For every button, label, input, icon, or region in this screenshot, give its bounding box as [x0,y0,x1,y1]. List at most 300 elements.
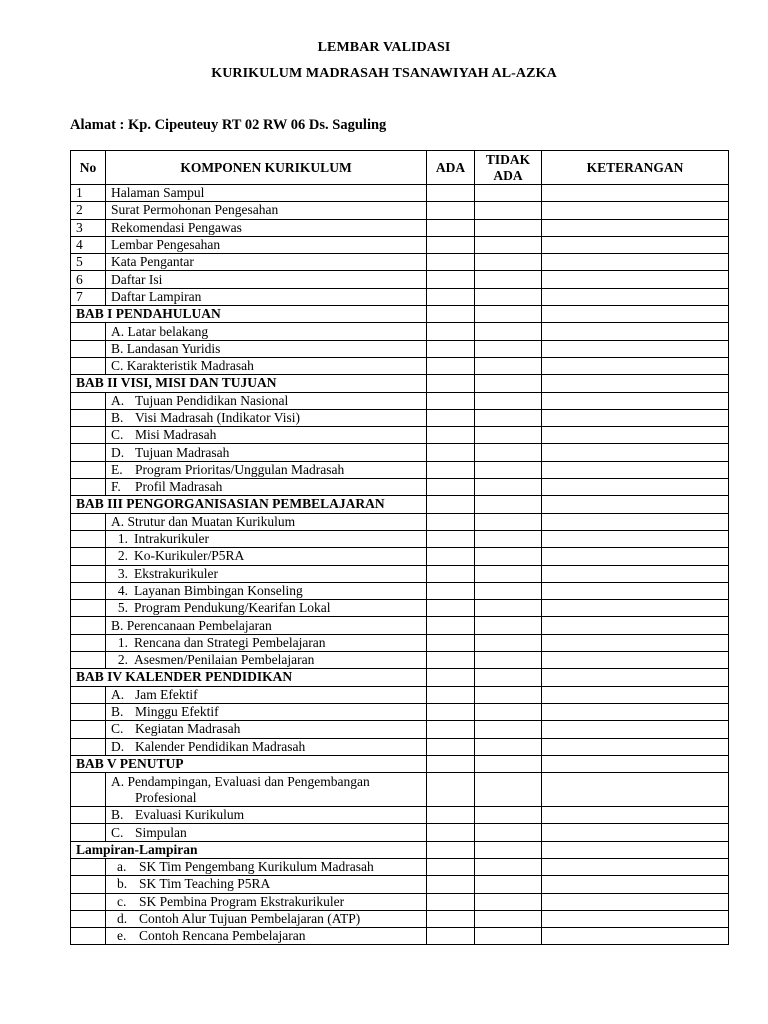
ada-cell[interactable] [427,634,475,651]
keterangan-cell[interactable] [542,254,729,271]
row-number [71,444,106,461]
row-number: 6 [71,271,106,288]
ada-cell[interactable] [427,582,475,599]
tidak-ada-cell[interactable] [475,202,542,219]
item-label: Rekomendasi Pengawas [111,219,242,235]
row-component [106,738,427,755]
ada-cell[interactable] [427,669,475,686]
keterangan-cell[interactable] [542,721,729,738]
keterangan-cell[interactable] [542,582,729,599]
ada-cell[interactable] [427,600,475,617]
header-komponen: KOMPONEN KURIKULUM [106,151,427,185]
tidak-ada-cell[interactable] [475,254,542,271]
row-number [71,721,106,738]
keterangan-cell[interactable] [542,876,729,893]
ada-cell[interactable] [427,236,475,253]
table-row [71,634,729,651]
row-number [71,617,106,634]
tidak-ada-cell[interactable] [475,893,542,910]
tidak-ada-cell[interactable] [475,392,542,409]
ada-cell[interactable] [427,876,475,893]
tidak-ada-cell[interactable] [475,375,542,392]
keterangan-cell[interactable] [542,738,729,755]
row-number [71,392,106,409]
ada-cell[interactable] [427,306,475,323]
table-row [71,548,729,565]
address-line: Alamat : Kp. Cipeuteuy RT 02 RW 06 Ds. Saguling [70,117,387,133]
ada-cell[interactable] [427,513,475,530]
ada-cell[interactable] [427,392,475,409]
item-label: Profil Madrasah [135,479,223,495]
row-number [71,600,106,617]
row-component [106,236,427,253]
row-number [71,773,106,807]
row-number: 4 [71,236,106,253]
table-row [71,236,729,253]
ada-cell[interactable] [427,824,475,841]
tidak-ada-cell[interactable] [475,236,542,253]
keterangan-cell[interactable] [542,513,729,530]
item-label: Ekstrakurikuler [134,565,218,581]
keterangan-cell[interactable] [542,824,729,841]
section-title: Lampiran-Lampiran [71,841,427,858]
table-row [71,876,729,893]
tidak-ada-cell[interactable] [475,617,542,634]
table-row [71,565,729,582]
keterangan-cell[interactable] [542,530,729,547]
row-component [106,392,427,409]
table-row [71,340,729,357]
ada-cell[interactable] [427,479,475,496]
tidak-ada-cell[interactable] [475,807,542,824]
tidak-ada-cell[interactable] [475,738,542,755]
ada-cell[interactable] [427,185,475,202]
keterangan-cell[interactable] [542,392,729,409]
item-number: 2. [117,652,128,668]
keterangan-cell[interactable] [542,479,729,496]
item-letter: B. [111,410,124,425]
row-component [106,858,427,875]
keterangan-cell[interactable] [542,652,729,669]
table-row [71,202,729,219]
ada-cell[interactable] [427,254,475,271]
keterangan-cell[interactable] [542,858,729,875]
keterangan-cell[interactable] [542,357,729,374]
keterangan-cell[interactable] [542,271,729,288]
row-component [106,530,427,547]
tidak-ada-cell[interactable] [475,773,542,807]
item-label: Contoh Alur Tujuan Pembelajaran (ATP) [139,911,361,927]
item-label: Kalender Pendidikan Madrasah [135,738,306,754]
item-letter: A. [111,686,125,702]
tidak-ada-cell[interactable] [475,686,542,703]
section-title: BAB III PENGORGANISASIAN PEMBELAJARAN [71,496,427,513]
row-number [71,858,106,875]
tidak-ada-cell[interactable] [475,600,542,617]
keterangan-cell[interactable] [542,893,729,910]
keterangan-cell[interactable] [542,496,729,513]
row-component [106,652,427,669]
item-number: 2. [117,548,128,564]
ada-cell[interactable] [427,858,475,875]
item-label: A. Latar belakang [111,323,209,339]
tidak-ada-cell[interactable] [475,858,542,875]
row-component [106,703,427,720]
ada-cell[interactable] [427,548,475,565]
section-row [71,755,729,772]
section-title: BAB IV KALENDER PENDIDIKAN [71,669,427,686]
section-title: BAB I PENDAHULUAN [71,306,427,323]
header-no: No [71,151,106,185]
table-row [71,617,729,634]
table-row [71,461,729,478]
row-component [106,600,427,617]
item-label: Intrakurikuler [134,531,209,547]
row-number: 1 [71,185,106,202]
subsection-label: B. Perencanaan Pembelajaran [111,617,272,633]
item-letter: E. [111,461,123,477]
tidak-ada-cell[interactable] [475,479,542,496]
table-row [71,185,729,202]
tidak-ada-cell[interactable] [475,582,542,599]
item-label: Ko-Kurikuler/P5RA [134,548,245,564]
table-row [71,738,729,755]
ada-cell[interactable] [427,652,475,669]
tidak-ada-cell[interactable] [475,288,542,305]
ada-cell[interactable] [427,288,475,305]
tidak-ada-cell[interactable] [475,496,542,513]
header-ada: ADA [427,151,475,185]
table-row [71,409,729,426]
keterangan-cell[interactable] [542,807,729,824]
row-number [71,513,106,530]
tidak-ada-cell[interactable] [475,271,542,288]
keterangan-cell[interactable] [542,340,729,357]
item-letter: B. [111,704,124,720]
keterangan-cell[interactable] [542,755,729,772]
item-label: Daftar Lampiran [111,288,202,304]
tidak-ada-cell[interactable] [475,444,542,461]
row-number [71,807,106,824]
tidak-ada-cell[interactable] [475,824,542,841]
keterangan-cell[interactable] [542,219,729,236]
row-number [71,323,106,340]
item-label: C. Karakteristik Madrasah [111,358,254,374]
row-component [106,271,427,288]
row-component [106,634,427,651]
keterangan-cell[interactable] [542,686,729,703]
row-number [71,548,106,565]
keterangan-cell[interactable] [542,375,729,392]
row-component [106,548,427,565]
row-number [71,634,106,651]
ada-cell[interactable] [427,496,475,513]
table-row [71,254,729,271]
table-row [71,444,729,461]
tidak-ada-cell[interactable] [475,513,542,530]
item-letter: b. [117,876,128,892]
ada-cell[interactable] [427,893,475,910]
item-label: Program Pendukung/Kearifan Lokal [134,600,331,616]
ada-cell[interactable] [427,202,475,219]
table-row [71,910,729,927]
item-label: Halaman Sampul [111,185,205,201]
item-label: Evaluasi Kurikulum [135,807,245,823]
item-number: 3. [117,565,128,581]
row-number [71,686,106,703]
table-row [71,530,729,547]
item-letter: d. [117,911,128,927]
tidak-ada-cell[interactable] [475,306,542,323]
table-row [71,773,729,807]
ada-cell[interactable] [427,375,475,392]
tidak-ada-cell[interactable] [475,427,542,444]
item-letter: F. [111,479,121,495]
tidak-ada-cell[interactable] [475,185,542,202]
table-row [71,392,729,409]
row-number [71,565,106,582]
keterangan-cell[interactable] [542,910,729,927]
row-component [106,721,427,738]
item-letter: D. [111,738,125,754]
row-component [106,427,427,444]
keterangan-cell[interactable] [542,409,729,426]
item-number: 4. [117,582,128,598]
row-component [106,340,427,357]
item-label: A. Pendampingan, Evaluasi dan Pengembangan [111,773,370,789]
item-label: Asesmen/Penilaian Pembelajaran [134,652,315,668]
row-number [71,409,106,426]
keterangan-cell[interactable] [542,548,729,565]
keterangan-cell[interactable] [542,928,729,945]
keterangan-cell[interactable] [542,236,729,253]
row-component [106,893,427,910]
item-label: Layanan Bimbingan Konseling [134,582,303,598]
item-label: Tujuan Madrasah [135,444,230,460]
item-label: Jam Efektif [135,686,198,702]
ada-cell[interactable] [427,357,475,374]
document-subtitle: KURIKULUM MADRASAH TSANAWIYAH AL-AZKA [211,66,557,81]
keterangan-cell[interactable] [542,669,729,686]
row-component [106,617,427,634]
section-title: BAB V PENUTUP [71,755,427,772]
row-number [71,582,106,599]
item-letter: C. [111,721,124,737]
table-row [71,582,729,599]
item-label: Tujuan Pendidikan Nasional [135,392,289,408]
ada-cell[interactable] [427,928,475,945]
table-row [71,427,729,444]
row-number: 2 [71,202,106,219]
keterangan-cell[interactable] [542,427,729,444]
keterangan-cell[interactable] [542,444,729,461]
tidak-ada-cell[interactable] [475,409,542,426]
ada-cell[interactable] [427,807,475,824]
row-number [71,893,106,910]
document-title: LEMBAR VALIDASI [317,40,451,55]
row-component [106,254,427,271]
ada-cell[interactable] [427,841,475,858]
ada-cell[interactable] [427,617,475,634]
subsection-label: A. Strutur dan Muatan Kurikulum [111,513,296,529]
row-component [106,910,427,927]
row-number [71,652,106,669]
table-row [71,824,729,841]
item-label: Kata Pengantar [111,254,194,270]
ada-cell[interactable] [427,738,475,755]
table-row [71,479,729,496]
ada-cell[interactable] [427,461,475,478]
tidak-ada-cell[interactable] [475,219,542,236]
item-number: 1. [117,531,128,547]
header-tidak-ada: TIDAK ADA [475,151,542,185]
tidak-ada-cell[interactable] [475,323,542,340]
row-number [71,479,106,496]
tidak-ada-cell[interactable] [475,634,542,651]
row-number [71,824,106,841]
table-row [71,513,729,530]
keterangan-cell[interactable] [542,841,729,858]
row-component [106,288,427,305]
row-component [106,876,427,893]
row-number [71,738,106,755]
ada-cell[interactable] [427,530,475,547]
item-letter: A. [111,392,125,408]
item-letter: B. [111,807,124,823]
row-number [71,530,106,547]
keterangan-cell[interactable] [542,703,729,720]
ada-cell[interactable] [427,427,475,444]
keterangan-cell[interactable] [542,565,729,582]
table-row [71,219,729,236]
tidak-ada-cell[interactable] [475,669,542,686]
keterangan-cell[interactable] [542,600,729,617]
keterangan-cell[interactable] [542,306,729,323]
tidak-ada-cell[interactable] [475,357,542,374]
ada-cell[interactable] [427,910,475,927]
table-row [71,686,729,703]
section-title: BAB II VISI, MISI DAN TUJUAN [71,375,427,392]
ada-cell[interactable] [427,721,475,738]
item-label: Daftar Isi [111,271,163,287]
row-number [71,703,106,720]
tidak-ada-cell[interactable] [475,721,542,738]
item-label: Lembar Pengesahan [111,237,221,253]
item-letter: e. [117,928,127,944]
ada-cell[interactable] [427,444,475,461]
tidak-ada-cell[interactable] [475,910,542,927]
keterangan-cell[interactable] [542,323,729,340]
row-number [71,340,106,357]
tidak-ada-cell[interactable] [475,755,542,772]
tidak-ada-cell[interactable] [475,928,542,945]
ada-cell[interactable] [427,271,475,288]
keterangan-cell[interactable] [542,288,729,305]
tidak-ada-cell[interactable] [475,876,542,893]
ada-cell[interactable] [427,565,475,582]
section-row [71,669,729,686]
table-row [71,807,729,824]
item-label: Program Prioritas/Unggulan Madrasah [135,461,345,477]
tidak-ada-cell[interactable] [475,652,542,669]
row-component [106,686,427,703]
item-number: 5. [117,600,128,616]
table-row [71,271,729,288]
keterangan-cell[interactable] [542,461,729,478]
row-component [106,357,427,374]
ada-cell[interactable] [427,755,475,772]
keterangan-cell[interactable] [542,185,729,202]
row-component [106,928,427,945]
keterangan-cell[interactable] [542,773,729,807]
ada-cell[interactable] [427,219,475,236]
validation-table [70,150,729,945]
item-label: Contoh Rencana Pembelajaran [139,928,306,944]
section-row [71,375,729,392]
row-component [106,461,427,478]
table-header-row [71,151,729,185]
ada-cell[interactable] [427,686,475,703]
tidak-ada-cell[interactable] [475,703,542,720]
section-row [71,496,729,513]
row-number: 3 [71,219,106,236]
ada-cell[interactable] [427,773,475,807]
item-label: Misi Madrasah [135,427,217,443]
ada-cell[interactable] [427,409,475,426]
tidak-ada-cell[interactable] [475,565,542,582]
ada-cell[interactable] [427,703,475,720]
tidak-ada-cell[interactable] [475,340,542,357]
item-letter: a. [117,859,127,875]
row-number [71,876,106,893]
tidak-ada-cell[interactable] [475,841,542,858]
item-letter: C. [111,824,124,840]
section-row [71,306,729,323]
ada-cell[interactable] [427,340,475,357]
item-label: B. Landasan Yuridis [111,340,221,356]
table-row [71,288,729,305]
row-number [71,928,106,945]
ada-cell[interactable] [427,323,475,340]
item-letter: D. [111,444,125,460]
row-component [106,773,427,807]
tidak-ada-cell[interactable] [475,461,542,478]
keterangan-cell[interactable] [542,634,729,651]
keterangan-cell[interactable] [542,202,729,219]
tidak-ada-cell[interactable] [475,548,542,565]
item-label: Minggu Efektif [135,704,219,720]
tidak-ada-cell[interactable] [475,530,542,547]
item-label: Kegiatan Madrasah [135,721,241,737]
row-component [106,409,427,426]
keterangan-cell[interactable] [542,617,729,634]
table-row [71,600,729,617]
table-row [71,893,729,910]
table-row [71,858,729,875]
item-label: Simpulan [135,824,187,840]
row-component [106,479,427,496]
row-component [106,582,427,599]
row-number [71,910,106,927]
item-label: SK Tim Pengembang Kurikulum Madrasah [139,859,374,875]
row-component [106,202,427,219]
table-row [71,703,729,720]
row-component [106,185,427,202]
item-letter: c. [117,893,127,909]
table-row [71,357,729,374]
row-number [71,427,106,444]
row-component [106,323,427,340]
